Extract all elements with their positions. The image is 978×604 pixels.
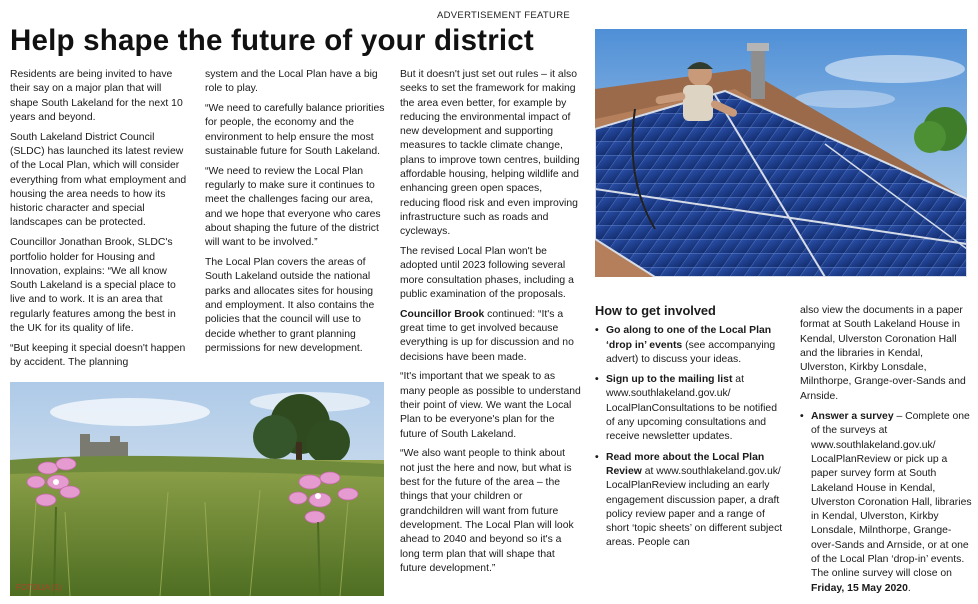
item-title: Sign up to the mailing list [606, 374, 733, 386]
paragraph [400, 308, 582, 365]
paragraph: South Lakeland District Council (SLDC) has launched its latest review of the Local Plan, which will consider everything from what employment and housing the area needs to how its historic character and special landscapes can be protected. [10, 131, 187, 229]
meadow-illustration [10, 382, 384, 596]
article-column-1 [10, 68, 190, 376]
item-title: Answer a survey [811, 411, 894, 423]
survey-close-date: Friday, 15 May 2020 [811, 582, 908, 594]
article-column-3 [400, 68, 582, 582]
list-item-survey [800, 410, 972, 596]
paragraph: Residents are being invited to have their say on a major plan that will shape South Lakeland for the next 10 years and beyond. [10, 69, 183, 123]
paragraph: “We need to carefully balance priorities for people, the economy and the environment to help ensure the most sustainable future for South Lakeland. [205, 103, 385, 157]
item-text: at www.southlakeland.gov.uk/ LocalPlanReview including an early engagement discussion paper, a draft policy review paper and a range of short ‘topic sheets’ on different subject areas. People can [606, 465, 783, 549]
how-to-get-involved-continued [800, 304, 972, 602]
paragraph: “But keeping it special doesn't happen by accident. The planning [10, 342, 186, 369]
involvement-list-continued [800, 410, 972, 596]
item-text: at www.southlakeland.gov.uk/ LocalPlanConsultations to be notified of any upcoming consultations and receive newsletter updates. [606, 374, 777, 443]
list-item-mailing-list [595, 373, 783, 444]
article-column-2 [205, 68, 385, 362]
councillor-name: Councillor Brook [400, 308, 485, 320]
paragraph: system and the Local Plan have a big role to play. [205, 69, 378, 95]
list-item-local-plan-review [595, 451, 783, 551]
paragraph: The revised Local Plan won't be adopted until 2023 following several more consultation phases, including a public examination of the proposals. [400, 246, 574, 300]
paragraph: also view the documents in a paper format at South Lakeland House in Kendal, Ulverston Coronation Hall and the libraries in Kendal, Ulverston, Kirkby Lonsdale, Milnthorpe, Grange-over-Sands and Arnside. [800, 305, 966, 402]
item-title: Go along to one of the Local Plan ‘drop in’ events [606, 325, 772, 351]
item-title: Read more about the Local Plan Review [606, 451, 765, 477]
paragraph: “We need to review the Local Plan regularly to make sure it continues to meet the challenges facing our area, and we hope that everyone who cares about shaping the future of the district will want to be involved.” [205, 165, 381, 249]
section-heading: How to get involved [595, 303, 716, 318]
item-text: – Complete one of the surveys at www.southlakeland.gov.uk/ LocalPlanReview or pick up a paper survey form at South Lakeland House in Kendal, Ulverston Coronation Hall, libraries in Kendal, Ulverston, Kirkby Lonsdale, Milnthorpe, Grange-over-Sands and Arnside, or at one of the Local Plan ‘drop-in’ events. The online survey will close on [811, 411, 972, 580]
item-text: . [907, 582, 911, 594]
paragraph: The Local Plan covers the areas of South Lakeland outside the national parks and allocates sites for housing and employment. It also contains the policies that the council will use to decide whether to grant planning permissions for new development. [205, 257, 375, 354]
solar-panels-illustration [595, 29, 967, 277]
list-item-drop-in-events [595, 324, 783, 367]
headline: Help shape the future of your district [10, 24, 534, 57]
advertisement-feature-label: ADVERTISEMENT FEATURE [437, 10, 570, 21]
paragraph: “We also want people to think about not just the here and now, but what is best for the future of the area – the things that your children or grandchildren will want from future development. The Local Plan will look ahead to 2040 and beyond so it's a long term plan that will shape that future development.” [400, 448, 574, 574]
paragraph: But it doesn't just set out rules – it also seeks to set the framework for making the area even better, for example by reducing the environmental impact of new development and supporting measures to tackle climate change, plans to improve town centres, building affordable housing, helping wildlife and enhancing green open spaces, reducing flood risk and even improving infrastructure such as roads and cycleways. [400, 69, 580, 238]
item-text: (see accompanying advert) to discuss your ideas. [606, 339, 776, 365]
quote-text: continued: “It's a great time to get involved because everything is up for discussion and no decisions have been made. [400, 308, 574, 363]
paragraph: “It's important that we speak to as many people as possible to understand their point of view. We want the Local Plan to be everyone's plan for the future of South Lakeland. [400, 371, 581, 440]
paragraph: Councillor Jonathan Brook, SLDC's portfolio holder for Housing and Innovation, explains: “We all know South Lakeland is a special place to live and to work. It is an area that regularly features among the best in the UK for its quality of life. [10, 237, 176, 335]
how-to-get-involved [595, 304, 783, 557]
solar-panels-photo [595, 29, 967, 277]
involvement-list [595, 324, 783, 550]
photo-credit: FOTOLIA (1) [16, 583, 62, 592]
meadow-castle-photo [10, 382, 384, 596]
